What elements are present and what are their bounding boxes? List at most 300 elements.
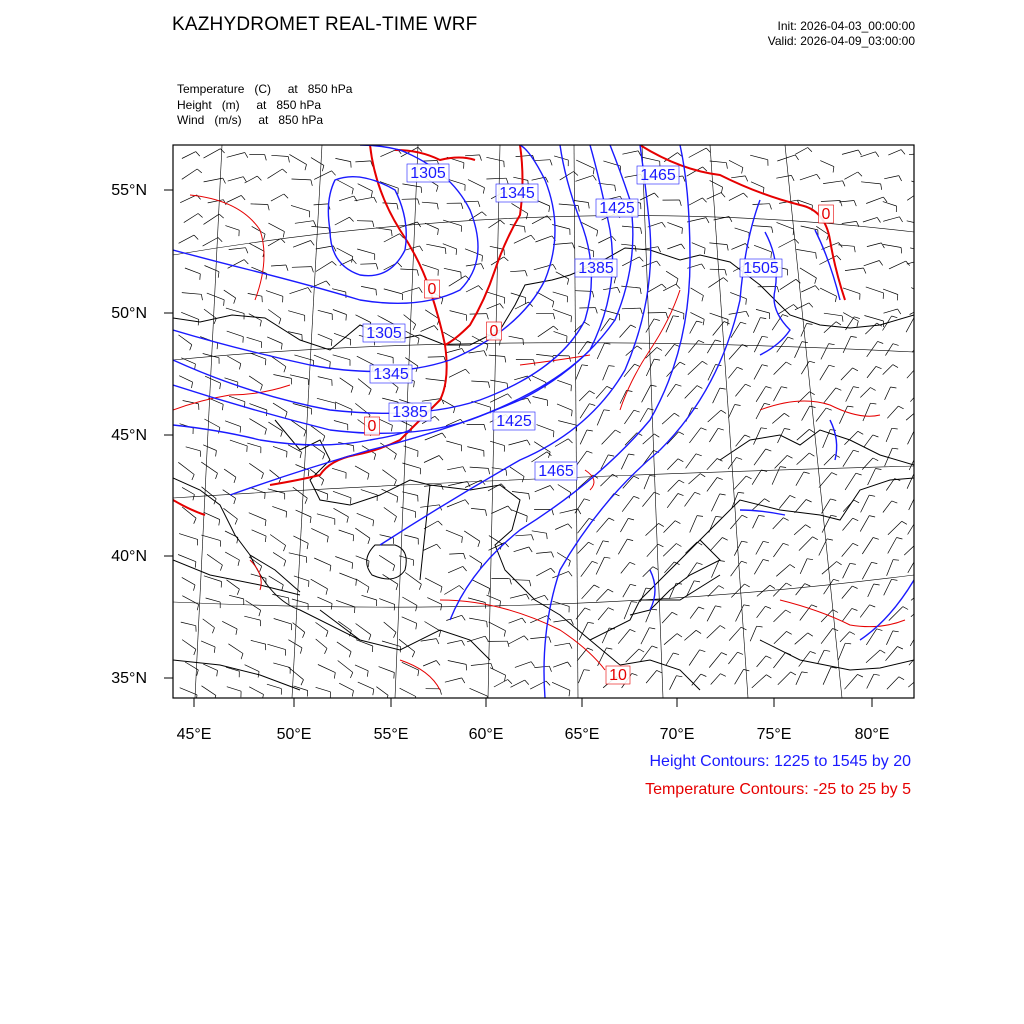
wind-barb-flag [246,248,248,254]
wind-barb [512,492,529,494]
wind-barb [667,222,682,228]
wind-barb [267,337,282,344]
wind-barb [824,455,835,466]
wind-barb [904,543,917,555]
wind-barb-flag [629,454,635,455]
wind-barb [668,480,679,492]
wind-barb [355,665,368,671]
wind-barb [205,266,220,272]
height-contour-label: 1305 [410,165,446,182]
wind-barb-flag [746,299,747,305]
wind-barb-flag [549,206,550,212]
wind-barb-flag [331,340,332,346]
wind-barb-flag [924,153,926,159]
wind-barb [796,249,816,252]
wind-barb [667,459,678,470]
wind-barb [624,410,634,424]
wind-barb [685,386,697,399]
wind-barb [467,636,485,642]
wind-barb-flag [854,246,855,252]
wind-barb [621,562,630,573]
wind-barb [203,445,216,451]
wind-barb [426,379,445,381]
wind-barb [690,516,697,533]
lat-label: 35°N [111,670,147,687]
wind-barb-flag [877,217,880,222]
wind-barb [333,355,350,360]
wind-barb-flag [332,171,336,176]
wind-barb-flag [791,175,794,180]
wind-barb-flag [737,367,743,369]
wind-barb-flag [874,584,880,585]
wind-barb-flag [892,428,898,429]
wind-barb-flag [487,314,489,320]
wind-barb [179,235,195,243]
wind-barb [690,607,699,619]
wind-barb-flag [527,516,528,522]
wind-barb-flag [326,281,330,286]
wind-barb-flag [484,424,486,430]
wind-barb-flag [412,652,414,658]
wind-barb-flag [921,676,926,679]
wind-barb-flag [899,677,904,680]
wind-barb [621,286,640,288]
wind-barb [402,597,417,605]
wind-barb-flag [658,544,663,547]
wind-barb-flag [571,316,572,322]
wind-barb [620,325,631,338]
wind-barb-flag [584,670,590,671]
wind-barb-flag [720,388,726,389]
wind-barb-flag [763,541,769,542]
wind-barb [355,528,370,538]
wind-barb [356,315,371,323]
wind-barb [252,530,267,536]
wind-barb [711,674,721,685]
wind-barb [536,568,551,576]
wind-barb-flag [300,648,302,654]
wind-barb [729,627,741,640]
wind-barb [229,595,244,599]
wind-barb [861,495,870,512]
wind-barb-flag [837,256,841,260]
wind-barb [824,579,834,594]
wind-barb-flag [391,230,392,236]
wind-barb-flag [840,201,842,207]
wind-barb-flag [696,630,701,633]
wind-barb-flag [679,480,684,483]
wind-barb-flag [193,495,195,501]
wind-barb-flag [630,562,636,564]
wind-barb [424,456,439,463]
wind-barb-flag [569,356,570,362]
wind-barb [883,217,899,222]
wind-barb-flag [853,368,858,371]
wind-barb-flag [900,217,903,222]
wind-barb [772,315,782,331]
wind-barb-flag [463,467,466,472]
wind-barb-flag [648,409,654,411]
wind-barb [707,478,717,492]
wind-barb-flag [285,412,287,418]
wind-barb [178,555,196,562]
wind-barb-flag [926,297,928,303]
wind-barb [464,531,480,541]
wind-barb [318,377,332,380]
wind-barb-flag [546,681,550,685]
wind-barb-flag [526,214,528,220]
wind-barb [316,687,331,692]
wind-barb-flag [482,212,487,216]
wind-barb-flag [682,228,683,234]
wind-barb-flag [488,468,489,474]
wind-barb [754,449,766,465]
wind-barb [557,380,571,385]
wind-barb [823,667,831,685]
wind-barb-flag [323,454,325,460]
wind-barb-flag [680,362,685,365]
wind-barb-flag [553,313,555,319]
wind-barb-flag [654,193,658,198]
wind-barb [621,454,628,469]
wind-barb-flag [901,248,902,254]
wind-barb-flag [742,515,747,518]
wind-barb-flag [892,501,898,503]
wind-barb-flag [437,544,441,549]
wind-barb [511,680,525,687]
wind-barb [707,626,720,639]
wind-barb [557,404,572,410]
wind-barb [204,309,216,318]
wind-barb-flag [500,220,505,224]
wind-barb-flag [614,278,615,284]
wind-barb-flag [810,406,816,407]
wind-barb-flag [741,561,747,563]
wind-barb-flag [738,652,744,654]
wind-barb-flag [286,265,288,271]
wind-barb [575,291,592,292]
wind-barb [379,555,395,565]
wind-barb [472,580,490,589]
wind-barb [713,388,720,403]
wind-barb-flag [368,474,369,480]
wind-barb-flag [726,163,727,169]
wind-barb [421,326,435,332]
wind-barb-flag [879,261,882,266]
wind-barb [224,469,236,477]
wind-barb [662,413,674,424]
wind-barb-flag [746,311,749,316]
wind-barb [889,261,906,269]
wind-barb [272,594,288,597]
wind-barb [728,367,737,378]
wind-barb [596,557,604,574]
wind-barb-flag [630,629,636,631]
wind-barb-flag [704,248,705,254]
wind-barb-flag [374,454,376,460]
wind-barb [689,474,701,484]
wind-barb-flag [893,365,898,368]
wind-barb [664,521,676,533]
wind-barb-flag [915,315,921,316]
wind-barb-flag [553,431,554,437]
wind-barb-flag [568,439,572,443]
wind-barb-flag [197,169,202,173]
wind-barb-flag [351,498,352,504]
wind-barb-flag [200,274,201,280]
wind-barb [449,369,466,377]
wind-barb-flag [922,651,927,654]
wind-barb-flag [898,309,901,314]
wind-barb-flag [305,498,307,504]
wind-barb [203,619,215,628]
wind-barb [182,152,196,159]
wind-barb-flag [547,533,548,539]
wind-barb [494,680,508,688]
wind-barb-flag [279,319,281,325]
wind-barb [227,580,240,589]
lon-label: 60°E [468,726,504,743]
wind-barb-flag [915,429,921,430]
wind-barb-flag [218,272,219,278]
wind-barb [646,670,657,683]
wind-barb [290,375,308,379]
height-contour-label: 1345 [499,185,535,202]
wind-barb [887,677,899,689]
wind-barb-flag [416,366,418,372]
wind-barb [273,552,286,560]
wind-barb [735,228,750,233]
wind-barb [772,467,780,485]
wind-barb [201,462,217,473]
wind-barb [225,421,241,427]
wind-barb-flag [829,365,835,367]
wind-barb [819,473,832,488]
wind-barb-flag [478,541,480,547]
wind-barb-flag [795,155,798,160]
wind-barb [752,470,761,485]
wind-barb-flag [721,410,726,413]
wind-barb [843,336,851,353]
wind-barb [842,608,852,621]
wind-barb [845,674,858,689]
wind-barb [774,631,787,643]
wind-barb [224,508,238,519]
wind-barb-flag [806,500,812,503]
wind-barb-flag [414,381,415,387]
wind-barb-flag [725,270,727,276]
wind-barb [489,536,502,544]
lat-label: 45°N [111,427,147,444]
wind-barb-flag [420,246,423,251]
wind-barb [489,622,506,631]
wind-barb [709,243,727,245]
wind-barb-flag [876,152,879,157]
wind-barb-flag [352,189,353,195]
wind-barb-flag [716,516,722,517]
wind-barb [358,184,373,191]
wind-barb [400,688,416,696]
wind-barb-flag [356,580,357,586]
wind-barb [402,463,420,468]
wind-barb [470,556,482,564]
wind-barb-flag [831,515,837,516]
wind-barb [404,446,418,451]
wind-barb-flag [763,559,769,561]
wind-barb-flag [771,252,772,258]
wind-barb [757,656,766,667]
wind-barb-flag [836,322,841,325]
wind-barb [751,182,764,188]
wind-barb-flag [582,365,588,366]
wind-barb-flag [368,561,369,567]
wind-barb [271,194,284,201]
wind-barb [670,676,677,690]
wind-barb-flag [715,606,721,607]
wind-barb-flag [245,153,248,158]
wind-barb-flag [917,557,923,559]
wind-barb-flag [766,387,772,389]
wind-barb-flag [590,391,595,394]
wind-barb-flag [609,518,614,521]
wind-barb-flag [604,410,610,411]
wind-barb-flag [853,518,859,521]
wind-barb-flag [480,155,482,161]
lat-label: 50°N [111,305,147,322]
wind-barb [311,158,324,166]
wind-barb [602,628,609,643]
wind-barb [756,541,763,554]
wind-barb-flag [216,451,217,457]
wind-barb-flag [877,629,883,631]
wind-barb-flag [326,631,328,637]
wind-barb [579,391,589,401]
wind-barb [864,316,883,322]
wind-barb-flag [925,589,930,592]
wind-barb-flag [394,673,395,679]
wind-barb-flag [640,288,641,294]
wind-barb [444,586,459,595]
wind-barb [729,160,743,167]
wind-barb-flag [856,473,862,475]
wind-barb-flag [418,199,420,205]
wind-barb [862,538,873,555]
wind-barb-flag [569,643,572,648]
wind-barb [842,586,852,599]
wind-barb [427,598,441,605]
wind-barb [400,269,417,270]
wind-barb [530,616,547,623]
wind-barb [622,496,634,511]
wind-barb [643,434,655,444]
wind-barb-flag [394,632,397,637]
wind-barb-flag [260,321,261,327]
height-contours [173,145,914,698]
wind-barb-flag [439,456,443,461]
wind-barb-flag [810,651,816,653]
wind-barb-flag [738,492,744,493]
wind-barb [490,668,506,676]
wind-barb [908,676,921,687]
wind-barb-flag [848,406,854,407]
wind-barb-flag [397,204,398,210]
wind-barb-flag [873,435,879,437]
wind-barb-flag [815,286,819,291]
wind-barb-flag [673,316,679,317]
wind-barb [202,686,216,696]
wind-barb-flag [676,544,681,547]
lon-label: 45°E [176,726,212,743]
wind-barb [625,433,637,446]
wind-barb [647,284,662,292]
wind-barb [868,584,874,597]
wind-barb [311,226,328,228]
wind-barb-flag [679,432,684,435]
wind-barb [404,315,416,325]
wind-barb-flag [615,185,616,191]
wind-barb-flag [500,340,501,346]
wind-barb [224,290,236,298]
wind-barb-flag [234,477,236,483]
wind-barb-flag [786,362,791,365]
wind-barb-flag [529,494,530,500]
wind-barb-flag [265,520,266,526]
wind-barb [181,312,199,319]
wind-barb [271,265,286,266]
wind-barb-flag [481,264,484,270]
wind-barb-flag [658,247,661,253]
lon-label: 70°E [659,726,695,743]
wind-barb-flag [393,565,395,571]
wind-barb [795,633,808,644]
wind-barb-flag [549,637,551,643]
wind-barb [624,364,635,377]
wind-barb [596,541,603,555]
wind-barb-flag [394,517,396,523]
wind-barb [863,403,871,421]
wind-barb-flag [649,628,655,629]
wind-barb [597,343,604,359]
wind-barb-flag [673,653,679,655]
wind-barb [227,153,245,158]
wind-barb [249,376,262,385]
wind-barb-flag [241,654,243,660]
wind-barb-flag [528,398,531,403]
wind-barb-flag [194,235,198,239]
wind-barb [885,387,891,400]
wind-barb-flag [368,538,370,544]
wind-barb [465,249,483,256]
wind-barb [910,307,924,314]
wind-barb [735,669,744,684]
wind-barb-flag [858,172,862,176]
wind-barb [908,520,917,534]
wind-barb-flag [760,318,766,319]
wind-barb-flag [504,257,509,261]
wind-barb [249,463,263,473]
wind-barb-flag [192,475,194,481]
wind-barb-flag [919,631,925,633]
wind-barb [293,241,311,248]
wind-barb [449,553,463,554]
wind-barb [750,626,756,641]
wind-barb [576,175,594,181]
wind-barb [821,629,833,644]
wind-barb [711,494,719,511]
wind-barb [756,403,764,419]
wind-barb-flag [742,541,748,542]
wind-barb [355,466,369,474]
